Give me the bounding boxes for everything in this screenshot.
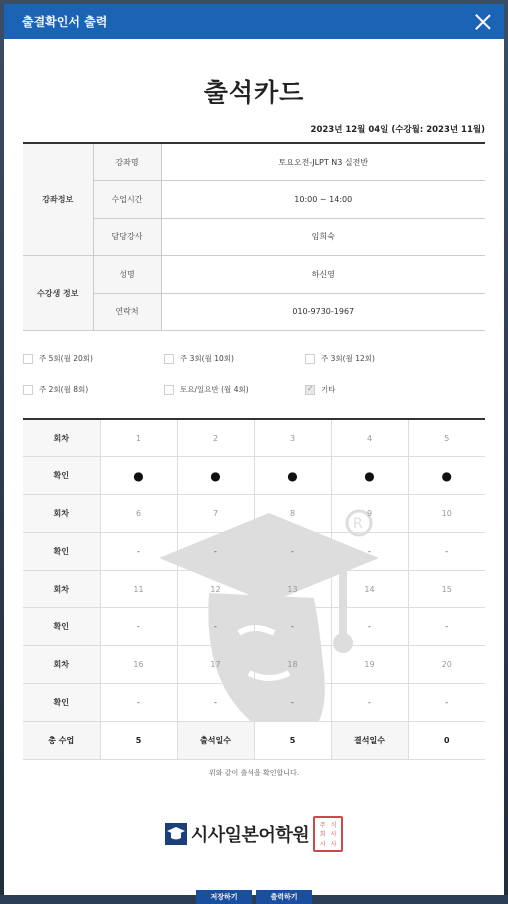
confirm-header: 확인 (23, 684, 100, 722)
attendance-table (23, 418, 485, 760)
confirm-row (23, 608, 485, 646)
attendance-empty: - (100, 532, 177, 570)
option-item[interactable] (305, 383, 446, 396)
card-content (4, 73, 504, 904)
option-label: 주 5회(월 20회) (39, 354, 93, 363)
checkbox[interactable] (23, 385, 33, 395)
session-header: 회차 (23, 419, 100, 457)
info-row (23, 218, 485, 256)
attendance-mark: ● (331, 457, 408, 495)
session-number: 20 (408, 646, 485, 684)
seal-char: 주 (319, 821, 326, 829)
summary-row (23, 721, 485, 759)
frequency-options (23, 352, 485, 396)
option-label: 주 2회(월 8회) (39, 385, 89, 394)
confirm-row (23, 532, 485, 570)
session-number: 16 (100, 646, 177, 684)
course-info-group: 강좌정보 (23, 143, 93, 256)
info-row (23, 256, 485, 294)
attendance-empty: - (177, 684, 254, 722)
session-number: 7 (177, 495, 254, 533)
graduation-cap-icon (165, 823, 187, 845)
attendance-empty: - (100, 684, 177, 722)
seal-char: 사 (330, 840, 337, 848)
confirm-header: 확인 (23, 608, 100, 646)
attendance-empty: - (177, 532, 254, 570)
session-number: 8 (254, 495, 331, 533)
attendance-empty: - (254, 608, 331, 646)
session-number: 14 (331, 570, 408, 608)
academy-name: 시사일본어학원 (190, 824, 310, 846)
attendance-modal (4, 4, 504, 901)
session-row (23, 646, 485, 684)
session-number: 12 (177, 570, 254, 608)
attendance-empty: - (100, 608, 177, 646)
info-label: 수업시간 (93, 181, 161, 219)
seal-char: 사 (330, 831, 337, 839)
attend-label: 출석일수 (177, 721, 254, 759)
attendance-mark: ● (254, 457, 331, 495)
confirm-header: 확인 (23, 532, 100, 570)
attendance-empty: - (408, 684, 485, 722)
checkbox[interactable] (305, 354, 315, 364)
info-row (23, 143, 485, 181)
session-number: 9 (331, 495, 408, 533)
close-icon[interactable] (472, 11, 494, 33)
confirm-row (23, 684, 485, 722)
attendance-mark: ● (408, 457, 485, 495)
card-title: 출석카드 (203, 78, 305, 107)
seal-char: 시 (319, 840, 326, 848)
info-table (23, 142, 485, 331)
seal-char: 회 (319, 831, 326, 839)
total-label: 총 수업 (23, 721, 100, 759)
confirm-header: 확인 (23, 457, 100, 495)
session-number: 5 (408, 419, 485, 457)
session-row (23, 495, 485, 533)
info-row (23, 181, 485, 219)
session-number: 3 (254, 419, 331, 457)
info-label: 연락처 (93, 293, 161, 331)
absent-label: 결석일수 (331, 721, 408, 759)
session-number: 2 (177, 419, 254, 457)
session-number: 4 (331, 419, 408, 457)
option-item[interactable] (164, 352, 305, 365)
session-number: 13 (254, 570, 331, 608)
attendance-empty: - (254, 684, 331, 722)
student-name-value: 하신영 (161, 256, 485, 294)
session-row (23, 419, 485, 457)
option-label: 주 3회(월 10회) (180, 354, 234, 363)
attendance-empty: - (331, 608, 408, 646)
option-label: 주 3회(월 12회) (321, 354, 375, 363)
attendance-mark: ● (177, 457, 254, 495)
session-number: 17 (177, 646, 254, 684)
action-buttons (23, 890, 485, 904)
checkbox[interactable] (23, 354, 33, 364)
instructor-value: 임희숙 (161, 218, 485, 256)
modal-header (4, 4, 504, 39)
confirm-row (23, 457, 485, 495)
info-row (23, 293, 485, 331)
date-line: 2023년 12월 04일 (수강월: 2023년 11월) (310, 125, 485, 135)
checkbox-checked[interactable] (305, 385, 315, 395)
session-number: 6 (100, 495, 177, 533)
session-row (23, 570, 485, 608)
session-number: 19 (331, 646, 408, 684)
academy-logo (23, 814, 485, 854)
attendance-empty: - (254, 532, 331, 570)
session-number: 11 (100, 570, 177, 608)
session-header: 회차 (23, 646, 100, 684)
session-number: 18 (254, 646, 331, 684)
attendance-mark: ● (100, 457, 177, 495)
option-item[interactable] (164, 383, 305, 396)
session-header: 회차 (23, 495, 100, 533)
attendance-empty: - (331, 684, 408, 722)
save-button[interactable]: 저장하기 (196, 890, 252, 904)
option-label: 기타 (321, 385, 336, 394)
modal-title: 출결확인서 출력 (22, 15, 108, 29)
session-number: 1 (100, 419, 177, 457)
attendance-empty: - (177, 608, 254, 646)
confirm-text: 위와 같이 출석을 확인합니다. (208, 768, 300, 777)
svg-text:R: R (353, 516, 363, 532)
info-label: 담당강사 (93, 218, 161, 256)
checkbox[interactable] (164, 385, 174, 395)
attendance-empty: - (331, 532, 408, 570)
official-seal (313, 816, 343, 852)
course-name-value: 토요오전-JLPT N3 실전반 (161, 143, 485, 181)
attendance-empty: - (408, 608, 485, 646)
checkbox[interactable] (164, 354, 174, 364)
session-number: 15 (408, 570, 485, 608)
option-label: 토요/일요반 (월 4회) (180, 385, 249, 394)
option-item[interactable] (305, 352, 446, 365)
phone-value: 010-9730-1967 (161, 293, 485, 331)
option-item[interactable] (23, 352, 164, 365)
session-number: 10 (408, 495, 485, 533)
print-button[interactable]: 출력하기 (256, 890, 312, 904)
session-header: 회차 (23, 570, 100, 608)
info-label: 성명 (93, 256, 161, 294)
attendance-empty: - (408, 532, 485, 570)
student-info-group: 수강생 정보 (23, 256, 93, 331)
attend-value: 5 (254, 721, 331, 759)
total-value: 5 (100, 721, 177, 759)
class-time-value: 10:00 ~ 14:00 (161, 181, 485, 219)
info-label: 강좌명 (93, 143, 161, 181)
option-item[interactable] (23, 383, 164, 396)
seal-char: 식 (330, 821, 337, 829)
absent-value: 0 (408, 721, 485, 759)
